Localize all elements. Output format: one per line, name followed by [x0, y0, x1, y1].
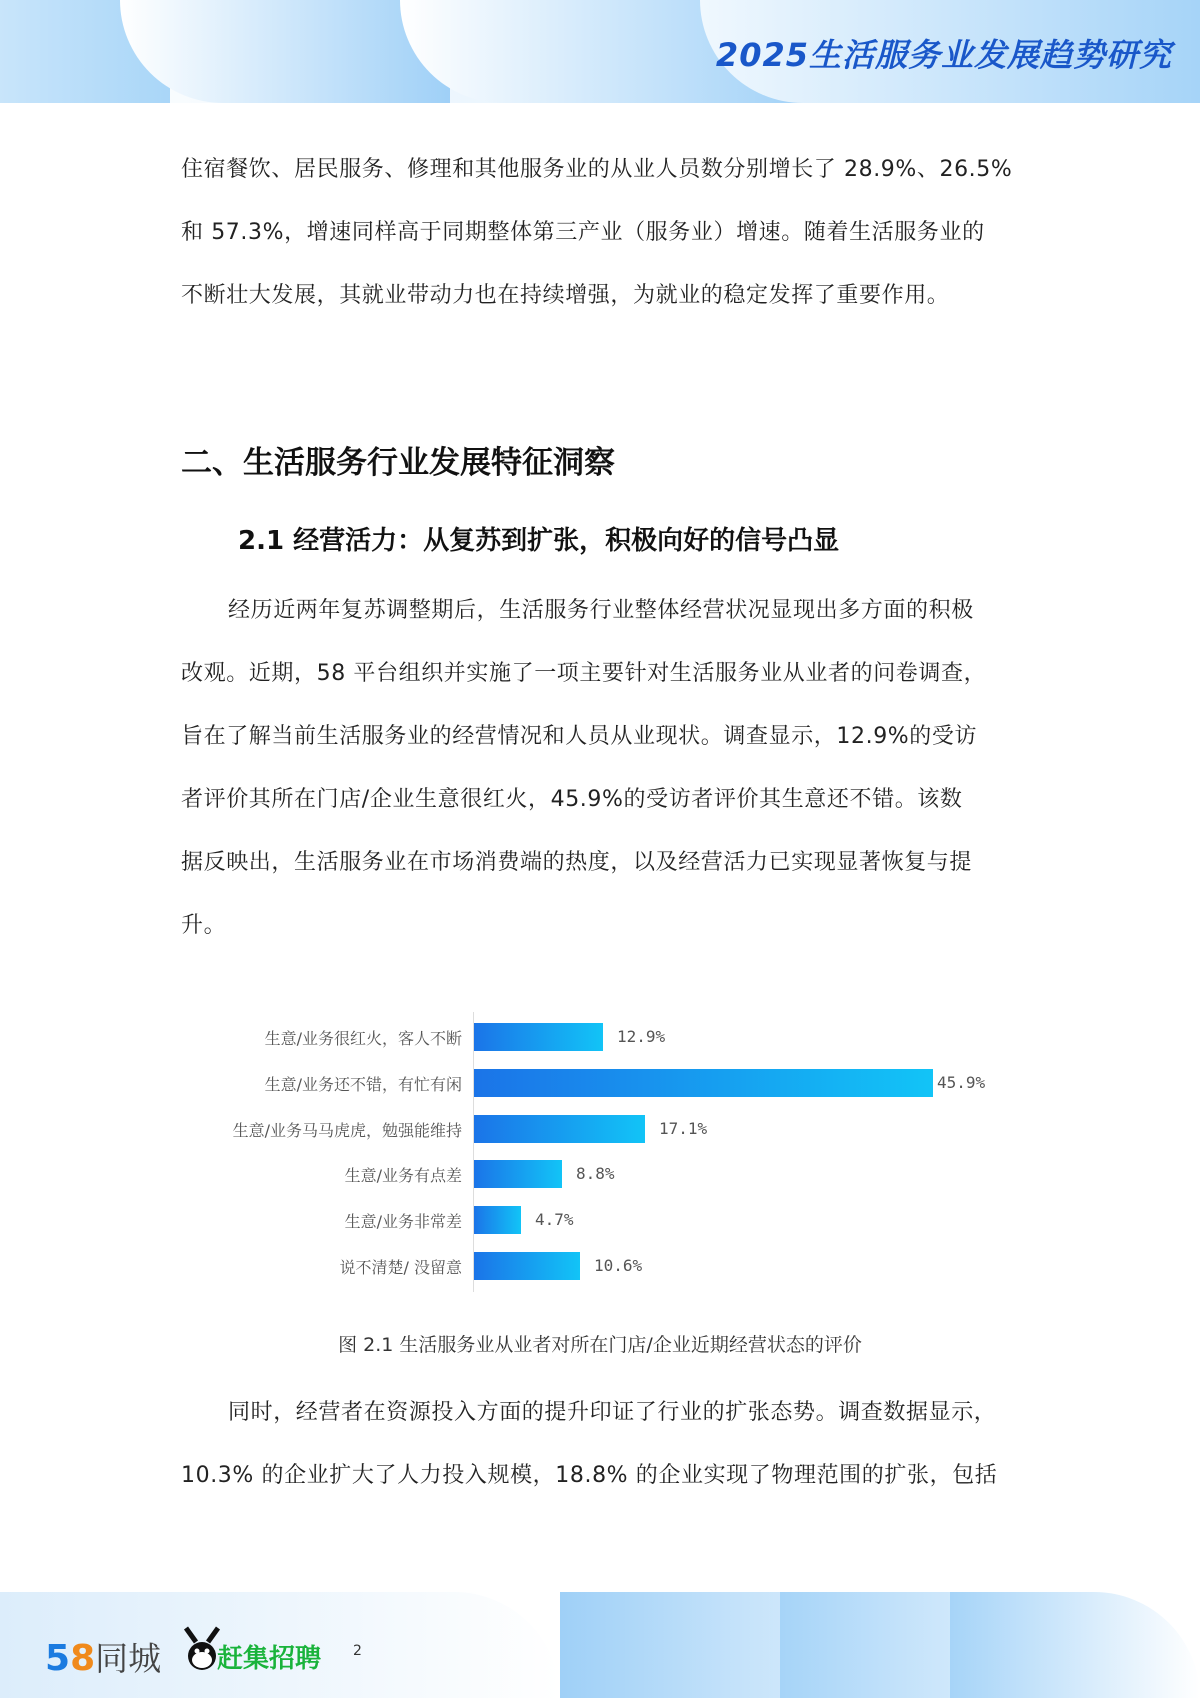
ganji-logo-text: 赶集招聘 [217, 1644, 322, 1674]
text-line: 不断壮大发展，其就业带动力也在持续增强，为就业的稳定发挥了重要作用。 [181, 283, 950, 308]
section-heading: 二、生活服务行业发展特征洞察 [181, 445, 615, 481]
category-label: 生意/业务有点差 [344, 1166, 462, 1186]
category-label: 说不清楚/ 没留意 [339, 1258, 462, 1277]
bar [474, 1206, 521, 1234]
text-line: 者评价其所在门店/企业生意很红火，45.9%的受访者评价其生意还不错。该数 [181, 787, 963, 812]
page-footer [0, 1592, 1200, 1698]
text-line: 和 57.3%，增速同样高于同期整体第三产业（服务业）增速。随着生活服务业的 [181, 220, 985, 245]
chart-row [0, 1206, 1100, 1234]
value-label: 10.6% [594, 1256, 643, 1275]
text-line: 住宿餐饮、居民服务、修理和其他服务业的从业人员数分别增长了 28.9%、26.5% [181, 157, 1013, 182]
chart-row [0, 1160, 1100, 1188]
ganji-donkey-icon [182, 1626, 222, 1672]
text-line: 改观。近期，58 平台组织并实施了一项主要针对生活服务业从业者的问卷调查， [181, 661, 987, 686]
value-label: 8.8% [576, 1164, 615, 1184]
bar [474, 1023, 603, 1051]
category-label: 生意/业务很红火，客人不断 [264, 1029, 462, 1048]
value-label: 17.1% [659, 1118, 708, 1138]
chart-row [0, 1115, 1100, 1143]
bar [474, 1115, 645, 1143]
category-label: 生意/业务还不错，有忙有闲 [264, 1074, 462, 1094]
text-line: 据反映出，生活服务业在市场消费端的热度，以及经营活力已实现显著恢复与提 [181, 850, 973, 875]
chart-axis [473, 1012, 474, 1292]
value-label: 45.9% [937, 1072, 986, 1092]
bar [474, 1069, 933, 1097]
subsection-heading: 2.1 经营活力：从复苏到扩张，积极向好的信号凸显 [238, 526, 840, 556]
text-line: 升。 [181, 913, 227, 938]
text-line: 旨在了解当前生活服务业的经营情况和人员从业现状。调查显示，12.9%的受访 [181, 724, 978, 749]
chart-row [0, 1069, 1100, 1097]
category-label: 生意/业务马马虎虎，勉强能维持 [232, 1120, 462, 1140]
bar [474, 1160, 562, 1188]
figure-caption: 图 2.1 生活服务业从业者对所在门店/企业近期经营状态的评价 [338, 1334, 862, 1356]
bar [474, 1252, 580, 1280]
chart-row [0, 1252, 1100, 1280]
text-line: 经历近两年复苏调整期后，生活服务行业整体经营状况显现出多方面的积极 [228, 598, 974, 623]
value-label: 12.9% [617, 1027, 666, 1046]
report-title: 2025生活服务业发展趋势研究 [715, 36, 1172, 74]
category-label: 生意/业务非常差 [344, 1212, 462, 1232]
text-line: 10.3% 的企业扩大了人力投入规模，18.8% 的企业实现了物理范围的扩张，包括 [181, 1463, 998, 1488]
text-line: 同时，经营者在资源投入方面的提升印证了行业的扩张态势。调查数据显示， [228, 1400, 997, 1425]
value-label: 4.7% [535, 1210, 574, 1230]
page-number: 2 [353, 1643, 362, 1659]
page-header [0, 0, 1200, 103]
chart-row [0, 1023, 1100, 1051]
58-tongcheng-logo: 58同城 [45, 1638, 162, 1679]
